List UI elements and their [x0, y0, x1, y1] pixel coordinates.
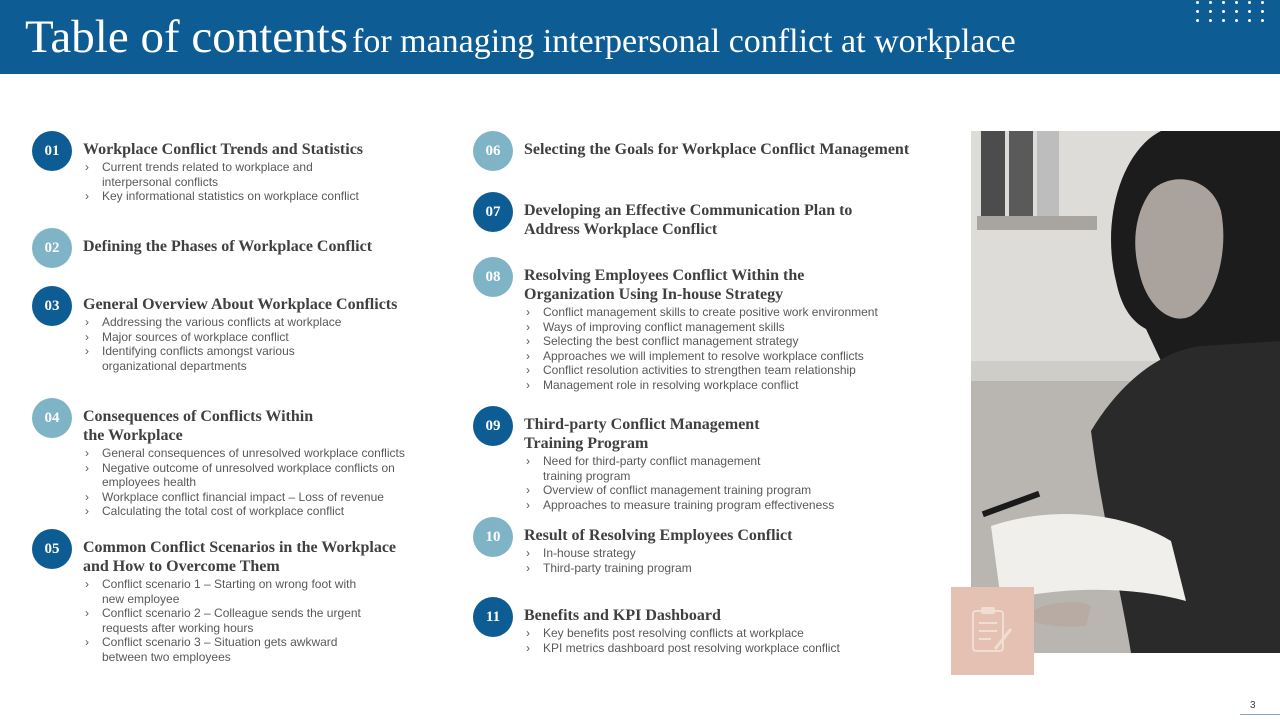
section-title [524, 201, 852, 239]
decoration-dot [1196, 10, 1199, 13]
section-title [83, 295, 397, 314]
subitem-text: Major sources of workplace conflict [102, 329, 289, 344]
subitem-text: General consequences of unresolved workplace conflicts [102, 446, 405, 460]
section-subitems [524, 626, 840, 655]
subitem [83, 635, 361, 664]
section-title-line: Defining the Phases of Workplace Conflict [83, 238, 373, 255]
section-number-badge: 07 [473, 192, 513, 232]
woman-working-photo [971, 131, 1280, 653]
subitem-text: Need for third-party conflict management [543, 454, 761, 468]
subitem-text: interpersonal conflicts [102, 174, 219, 189]
section-subitems [83, 446, 405, 519]
subitem [83, 189, 359, 204]
section-title-line: Selecting the Goals for Workplace Conflict Management [524, 141, 910, 158]
section-number-badge: 09 [473, 406, 513, 446]
section-subitems [524, 305, 878, 392]
section-title [83, 237, 372, 256]
subitem-text: Conflict resolution activities to strengthen team relationship [543, 363, 856, 377]
subitem-text: requests after working hours [102, 620, 254, 635]
section-title-line: Benefits and KPI Dashboard [524, 607, 721, 624]
chevron-right-icon: › [85, 460, 89, 475]
decoration-dot [1235, 10, 1238, 13]
decoration-dot [1196, 1, 1199, 4]
header-bar [0, 0, 1280, 74]
subitem-text: Conflict scenario 3 – Situation gets awkward [102, 635, 338, 649]
decoration-dot [1261, 10, 1264, 13]
subitem [524, 363, 878, 378]
section-title-line: the Workplace [83, 427, 183, 444]
decoration-dot [1235, 1, 1238, 4]
subitem-text: Identifying conflicts amongst various [102, 344, 295, 358]
chevron-right-icon: › [85, 446, 89, 460]
section-number-badge: 06 [473, 131, 513, 171]
section-title-line: Organization Using In-house Strategy [524, 286, 784, 303]
subitem-text: In-house strategy [543, 546, 636, 560]
page-number-underline [1240, 714, 1280, 715]
section-number-badge: 02 [32, 228, 72, 268]
subitem [83, 490, 405, 505]
chevron-right-icon: › [85, 606, 89, 620]
subitem [524, 305, 878, 320]
section-title-line: Common Conflict Scenarios in the Workplace [83, 539, 397, 556]
subitem-text: organizational departments [102, 358, 247, 373]
chevron-right-icon: › [526, 334, 530, 348]
checklist-icon-box [951, 587, 1034, 675]
subitem-text: Conflict management skills to create positive work environment [543, 305, 878, 319]
decoration-dot [1248, 19, 1251, 22]
section-number-badge: 10 [473, 517, 513, 557]
section-number-badge: 04 [32, 398, 72, 438]
subitem [524, 349, 878, 364]
section-title [83, 140, 363, 159]
subitem-text: training program [543, 468, 631, 483]
subitem-text: KPI metrics dashboard post resolving workplace conflict [543, 640, 840, 655]
chevron-right-icon: › [85, 329, 89, 344]
chevron-right-icon: › [526, 319, 530, 334]
title-sub: for managing interpersonal conflict at workplace [352, 23, 1016, 60]
decoration-dot [1196, 19, 1199, 22]
page-number: 3 [1250, 700, 1256, 711]
section-title-line: Training Program [524, 435, 649, 452]
decoration-dot [1235, 19, 1238, 22]
chevron-right-icon: › [526, 497, 530, 512]
checklist-icon [951, 587, 1034, 675]
chevron-right-icon: › [85, 344, 89, 358]
decoration-dot [1209, 10, 1212, 13]
section-title-line: Workplace Conflict Trends and Statistics [83, 141, 364, 158]
chevron-right-icon: › [526, 483, 530, 497]
chevron-right-icon: › [85, 160, 89, 174]
decoration-dot [1261, 1, 1264, 4]
section-number-badge: 05 [32, 529, 72, 569]
subitem [83, 330, 341, 345]
chevron-right-icon: › [526, 546, 530, 560]
subitem [524, 641, 840, 656]
section-title-line: Consequences of Conflicts Within [83, 408, 314, 425]
section-subitems [524, 546, 692, 575]
subitem [83, 461, 405, 490]
subitem [524, 334, 878, 349]
subitem [83, 160, 359, 189]
chevron-right-icon: › [526, 454, 530, 468]
section-number-badge: 03 [32, 286, 72, 326]
section-title-line: Result of Resolving Employees Conflict [524, 527, 793, 544]
section-title-line: General Overview About Workplace Conflicts [83, 296, 398, 313]
section-title-line: Resolving Employees Conflict Within the [524, 267, 805, 284]
subitem-text: Conflict scenario 1 – Starting on wrong foot with [102, 577, 357, 591]
subitem-text: Approaches we will implement to resolve workplace conflicts [543, 348, 864, 363]
subitem [524, 454, 834, 483]
section-subitems [83, 315, 341, 373]
chevron-right-icon: › [526, 377, 530, 392]
dot-grid-decoration [1196, 1, 1266, 27]
subitem [524, 378, 878, 393]
subitem-text: Calculating the total cost of workplace conflict [102, 504, 345, 518]
subitem [524, 546, 692, 561]
subitem [524, 320, 878, 335]
subitem-text: Key benefits post resolving conflicts at workplace [543, 626, 804, 640]
subitem [83, 577, 361, 606]
chevron-right-icon: › [85, 504, 89, 518]
subitem [524, 561, 692, 576]
chevron-right-icon: › [85, 489, 89, 504]
section-title-line: and How to Overcome Them [83, 558, 280, 575]
subitem-text: Key informational statistics on workplace conflict [102, 189, 359, 203]
subitem-text: employees health [102, 475, 197, 489]
chevron-right-icon: › [85, 315, 89, 329]
chevron-right-icon: › [526, 626, 530, 640]
chevron-right-icon: › [526, 348, 530, 363]
decoration-dot [1248, 1, 1251, 4]
section-title [83, 407, 313, 445]
subitem [524, 498, 834, 513]
title-main: Table of contents [25, 11, 348, 63]
chevron-right-icon: › [85, 577, 89, 591]
section-title [524, 266, 804, 304]
decoration-dot [1248, 10, 1251, 13]
section-subitems [83, 577, 361, 664]
section-title-line: Third-party Conflict Management [524, 416, 760, 433]
decoration-dot [1222, 10, 1225, 13]
subitem [524, 626, 840, 641]
subitem-text: Current trends related to workplace and [102, 160, 313, 174]
subitem-text: Negative outcome of unresolved workplace conflicts on [102, 460, 395, 475]
chevron-right-icon: › [526, 305, 530, 319]
decoration-dot [1209, 1, 1212, 4]
subitem-text: new employee [102, 591, 180, 606]
chevron-right-icon: › [526, 560, 530, 575]
decoration-dot [1222, 1, 1225, 4]
subitem [83, 606, 361, 635]
decoration-dot [1261, 19, 1264, 22]
chevron-right-icon: › [526, 640, 530, 655]
section-title [524, 415, 760, 453]
subitem-text: Approaches to measure training program effectiveness [543, 497, 835, 512]
subitem [83, 315, 341, 330]
subitem-text: Conflict scenario 2 – Colleague sends the urgent [102, 606, 361, 620]
section-title [524, 606, 721, 625]
section-subitems [524, 454, 834, 512]
chevron-right-icon: › [526, 363, 530, 377]
section-title-line: Developing an Effective Communication Plan to [524, 202, 853, 219]
section-title [524, 526, 792, 545]
section-title-line: Address Workplace Conflict [524, 221, 718, 238]
section-title [83, 538, 396, 576]
subitem [83, 446, 405, 461]
chevron-right-icon: › [85, 635, 89, 649]
decoration-dot [1222, 19, 1225, 22]
subitem [524, 483, 834, 498]
subitem-text: between two employees [102, 649, 231, 664]
subitem-text: Management role in resolving workplace conflict [543, 377, 799, 392]
section-number-badge: 01 [32, 131, 72, 171]
photo-illustration [971, 131, 1280, 653]
chevron-right-icon: › [85, 189, 89, 203]
subitem-text: Overview of conflict management training program [543, 483, 812, 497]
subitem [83, 504, 405, 519]
subitem-text: Ways of improving conflict management skills [543, 319, 785, 334]
subitem-text: Selecting the best conflict management strategy [543, 334, 799, 348]
section-title [524, 140, 909, 159]
subitem-text: Addressing the various conflicts at workplace [102, 315, 342, 329]
section-number-badge: 08 [473, 257, 513, 297]
section-subitems [83, 160, 359, 204]
decoration-dot [1209, 19, 1212, 22]
subitem [83, 344, 341, 373]
section-number-badge: 11 [473, 597, 513, 637]
page-title [25, 11, 1016, 63]
subitem-text: Workplace conflict financial impact – Loss of revenue [102, 489, 384, 504]
subitem-text: Third-party training program [543, 560, 692, 575]
